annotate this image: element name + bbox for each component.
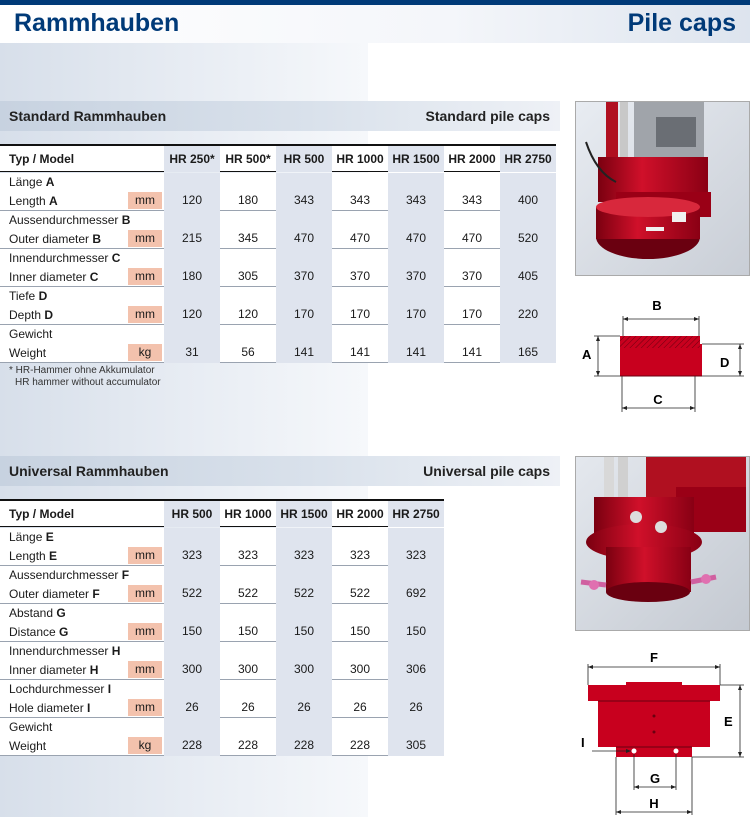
value-cell: 150 — [237, 624, 259, 638]
row-label-de-text: Abstand — [9, 606, 57, 620]
unit-cell: mm — [128, 585, 162, 602]
table-row — [0, 718, 444, 756]
value-cell: 26 — [185, 700, 199, 714]
standard-pile-cap-photo — [575, 101, 750, 276]
row-label-de — [9, 175, 54, 189]
value-cell: 120 — [237, 307, 259, 321]
dim-label-i: I — [581, 735, 585, 750]
row-label-en-letter: H — [89, 663, 99, 677]
standard-title-de: Standard Rammhauben — [9, 108, 167, 124]
dim-label-d: D — [720, 355, 730, 370]
dim-label-c: C — [653, 392, 663, 407]
value-cell: 180 — [237, 193, 259, 207]
value-cell: 522 — [237, 586, 259, 600]
value-cell: 305 — [237, 269, 259, 283]
value-cell: 180 — [181, 269, 203, 283]
page-header — [0, 5, 750, 43]
value-cell: 170 — [349, 307, 371, 321]
row-label-de — [9, 720, 52, 734]
value-cell: 300 — [181, 662, 203, 676]
row-label-de — [9, 251, 120, 265]
row-label-en — [9, 739, 46, 753]
universal-pile-cap-photo — [575, 456, 750, 631]
value-cell: 26 — [297, 700, 311, 714]
value-cell: 306 — [405, 662, 427, 676]
value-cell: 520 — [517, 231, 539, 245]
table-row — [0, 642, 444, 680]
value-cell: 300 — [237, 662, 259, 676]
row-label-de-letter: C — [111, 251, 121, 265]
row-label-de — [9, 682, 111, 696]
model-header: HR 1000 — [336, 152, 384, 166]
row-label-en-letter: G — [59, 625, 69, 639]
value-cell: 220 — [517, 307, 539, 321]
value-cell: 170 — [405, 307, 427, 321]
row-label-de-text: Länge — [9, 175, 46, 189]
value-cell: 522 — [293, 586, 315, 600]
row-label-en-letter: B — [92, 232, 102, 246]
row-label-de-text: Innendurchmesser — [9, 644, 112, 658]
value-cell: 405 — [517, 269, 539, 283]
value-cell: 323 — [293, 548, 315, 562]
row-label-en-text: Distance — [9, 625, 60, 639]
row-label-en — [9, 270, 98, 284]
value-cell: 323 — [349, 548, 371, 562]
model-header: HR 2750 — [388, 501, 444, 527]
row-label-de-text: Länge — [9, 530, 46, 544]
standard-cap-diagram — [578, 292, 750, 417]
value-cell: 141 — [405, 345, 427, 359]
value-cell: 120 — [181, 193, 203, 207]
row-label-en-text: Depth — [9, 308, 45, 322]
row-label-en — [9, 194, 58, 208]
table-header-row — [0, 499, 444, 527]
row-label-de-text: Gewicht — [9, 720, 53, 734]
value-cell: 370 — [461, 269, 483, 283]
value-cell: 470 — [405, 231, 427, 245]
column-header-type-model: Typ / Model — [9, 507, 75, 521]
row-label-de-text: Lochdurchmesser — [9, 682, 108, 696]
row-label-de — [9, 530, 54, 544]
row-label-en-letter: F — [92, 587, 100, 601]
dim-label-f: F — [650, 650, 658, 665]
table-row — [0, 604, 444, 642]
row-label-de — [9, 289, 47, 303]
value-cell: 370 — [293, 269, 315, 283]
model-header: HR 1000 — [224, 507, 272, 521]
row-label-en — [9, 346, 46, 360]
row-label-de-letter: E — [45, 530, 54, 544]
value-cell: 141 — [293, 345, 315, 359]
table-row — [0, 528, 444, 566]
unit-cell: mm — [128, 661, 162, 678]
model-header: HR 1500 — [276, 501, 332, 527]
value-cell: 120 — [181, 307, 203, 321]
standard-footnote — [9, 365, 161, 389]
unit-cell: mm — [128, 268, 162, 285]
value-cell: 31 — [185, 345, 199, 359]
row-label-de-letter: D — [38, 289, 48, 303]
unit-cell: mm — [128, 306, 162, 323]
value-cell: 400 — [517, 193, 539, 207]
row-label-de-text: Aussendurchmesser — [9, 568, 122, 582]
value-cell: 150 — [293, 624, 315, 638]
row-label-en — [9, 663, 98, 677]
value-cell: 141 — [461, 345, 483, 359]
value-cell: 692 — [405, 586, 427, 600]
table-row — [0, 680, 444, 718]
value-cell: 165 — [517, 345, 539, 359]
unit-cell: mm — [128, 699, 162, 716]
row-label-en — [9, 587, 100, 601]
footnote-de: * HR-Hammer ohne Akkumulator — [9, 365, 155, 376]
value-cell: 345 — [237, 231, 259, 245]
row-label-en — [9, 232, 101, 246]
row-label-en-text: Outer diameter — [9, 232, 93, 246]
value-cell: 228 — [293, 738, 315, 752]
row-label-de — [9, 213, 130, 227]
dim-label-b: B — [652, 298, 662, 313]
row-label-de-letter: H — [111, 644, 121, 658]
value-cell: 323 — [237, 548, 259, 562]
column-header-type-model: Typ / Model — [9, 152, 75, 166]
value-cell: 150 — [349, 624, 371, 638]
value-cell: 300 — [349, 662, 371, 676]
row-label-en-letter: D — [44, 308, 54, 322]
row-label-en — [9, 308, 53, 322]
table-row — [0, 566, 444, 604]
row-label-en — [9, 625, 68, 639]
row-label-de-text: Gewicht — [9, 327, 53, 341]
value-cell: 305 — [405, 738, 427, 752]
value-cell: 150 — [405, 624, 427, 638]
unit-cell: mm — [128, 623, 162, 640]
row-label-de — [9, 644, 120, 658]
row-label-de-text: Aussendurchmesser — [9, 213, 122, 227]
unit-cell: kg — [128, 737, 162, 754]
page-title-en: Pile caps — [627, 9, 736, 37]
value-cell: 170 — [293, 307, 315, 321]
unit-cell: kg — [128, 344, 162, 361]
value-cell: 522 — [349, 586, 371, 600]
value-cell: 150 — [181, 624, 203, 638]
table-row — [0, 287, 556, 325]
universal-cap-diagram — [578, 650, 750, 817]
row-label-de-letter: I — [107, 682, 112, 696]
row-label-de-letter: G — [56, 606, 66, 620]
value-cell: 343 — [461, 193, 483, 207]
value-cell: 215 — [181, 231, 203, 245]
row-label-en — [9, 701, 90, 715]
value-cell: 323 — [181, 548, 203, 562]
value-cell: 170 — [461, 307, 483, 321]
unit-cell: mm — [128, 230, 162, 247]
model-header: HR 2000 — [448, 152, 496, 166]
dim-label-h: H — [649, 796, 659, 811]
row-label-de-text: Tiefe — [9, 289, 39, 303]
row-label-en-text: Length — [9, 549, 50, 563]
universal-section-bar — [0, 456, 560, 486]
row-label-en-letter: E — [49, 549, 58, 563]
value-cell: 56 — [241, 345, 255, 359]
value-cell: 323 — [405, 548, 427, 562]
table-row — [0, 211, 556, 249]
row-label-en-text: Weight — [9, 739, 47, 753]
value-cell: 141 — [349, 345, 371, 359]
table-row — [0, 325, 556, 363]
value-cell: 343 — [405, 193, 427, 207]
universal-title-de: Universal Rammhauben — [9, 463, 169, 479]
row-label-en-text: Length — [9, 194, 50, 208]
value-cell: 228 — [237, 738, 259, 752]
row-label-en-text: Inner diameter — [9, 663, 90, 677]
table-row — [0, 173, 556, 211]
table-row — [0, 249, 556, 287]
model-header: HR 2000 — [336, 507, 384, 521]
value-cell: 228 — [349, 738, 371, 752]
dim-label-e: E — [724, 714, 733, 729]
row-label-en-letter: A — [49, 194, 58, 208]
footnote-en: HR hammer without accumulator — [15, 377, 161, 388]
model-header: HR 500 — [164, 501, 220, 527]
model-header: HR 2750 — [500, 146, 556, 172]
value-cell: 470 — [461, 231, 483, 245]
value-cell: 470 — [293, 231, 315, 245]
row-label-de — [9, 327, 52, 341]
row-label-de-letter: B — [121, 213, 131, 227]
value-cell: 300 — [293, 662, 315, 676]
value-cell: 470 — [349, 231, 371, 245]
row-label-de — [9, 568, 129, 582]
value-cell: 26 — [409, 700, 423, 714]
value-cell: 522 — [181, 586, 203, 600]
row-label-de — [9, 606, 66, 620]
value-cell: 228 — [181, 738, 203, 752]
value-cell: 343 — [293, 193, 315, 207]
standard-title-en: Standard pile caps — [425, 108, 550, 124]
dim-label-g: G — [649, 771, 661, 786]
value-cell: 370 — [405, 269, 427, 283]
row-label-de-letter: A — [45, 175, 55, 189]
value-cell: 26 — [353, 700, 367, 714]
model-header: HR 500* — [225, 152, 271, 166]
row-label-en-text: Weight — [9, 346, 47, 360]
standard-section-bar — [0, 101, 560, 131]
model-header: HR 250* — [164, 146, 220, 172]
row-label-en-letter: C — [89, 270, 99, 284]
universal-title-en: Universal pile caps — [423, 463, 550, 479]
row-label-de-text: Innendurchmesser — [9, 251, 112, 265]
row-label-en-letter: I — [87, 701, 91, 715]
row-label-en — [9, 549, 57, 563]
unit-cell: mm — [128, 192, 162, 209]
row-label-en-text: Inner diameter — [9, 270, 90, 284]
value-cell: 26 — [241, 700, 255, 714]
row-label-en-text: Hole diameter — [9, 701, 88, 715]
table-header-row — [0, 144, 556, 172]
model-header: HR 500 — [276, 146, 332, 172]
model-header: HR 1500 — [388, 146, 444, 172]
value-cell: 370 — [349, 269, 371, 283]
page-title-de: Rammhauben — [14, 9, 180, 37]
row-label-de-letter: F — [121, 568, 130, 582]
row-label-en-text: Outer diameter — [9, 587, 93, 601]
unit-cell: mm — [128, 547, 162, 564]
dim-label-a: A — [582, 347, 592, 362]
value-cell: 343 — [349, 193, 371, 207]
